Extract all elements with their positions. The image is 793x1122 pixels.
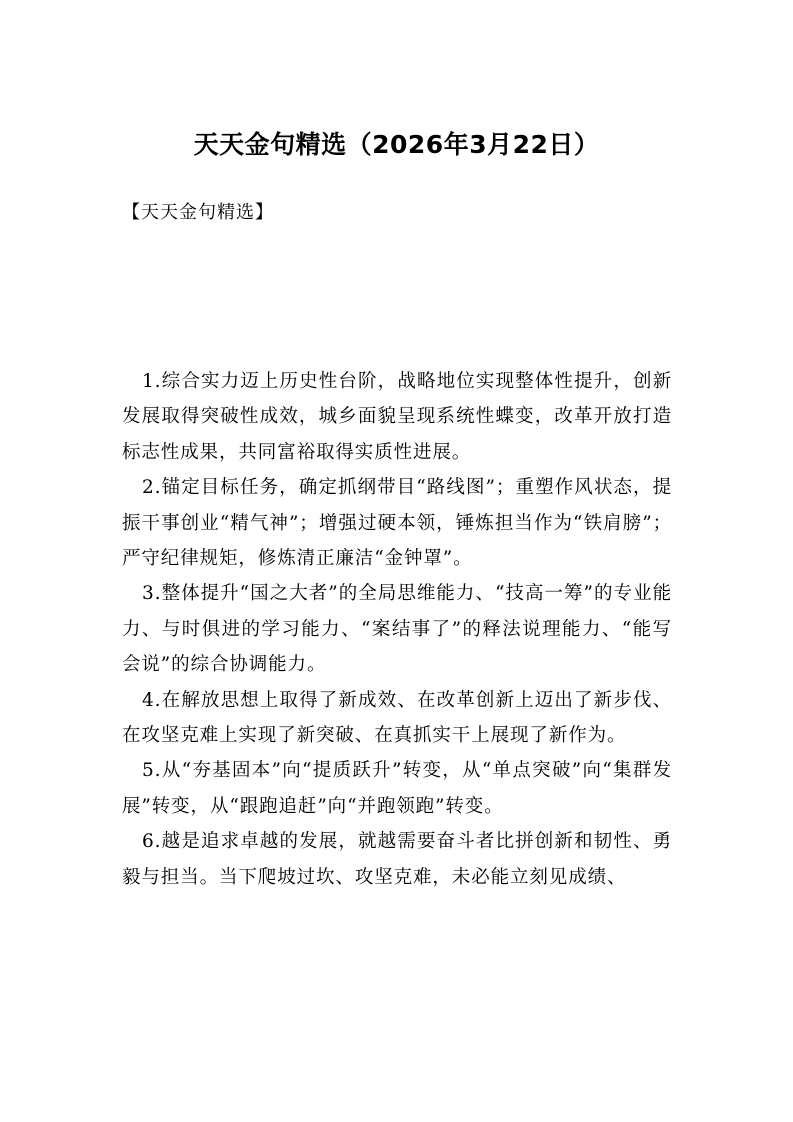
paragraph-5: 5.从“夯基固本”向“提质跃升”转变，从“单点突破”向“集群发展”转变，从“跟跑追赶”向“并跑领跑”转变。 xyxy=(122,760,672,817)
body-text xyxy=(122,364,672,895)
section-label: 【天天金句精选】 xyxy=(122,202,274,223)
paragraph-1: 1.综合实力迈上历史性台阶，战略地位实现整体性提升，创新发展取得突破性成效，城乡面貌呈现系统性蝶变，改革开放打造标志性成果，共同富裕取得实质性进展。 xyxy=(122,371,672,463)
paragraph-4: 4.在解放思想上取得了新成效、在改革创新上迈出了新步伐、在攻坚克难上实现了新突破、在真抓实干上展现了新作为。 xyxy=(122,689,672,747)
paragraph-2: 2.锚定目标任务，确定抓纲带目“路线图”；重塑作风状态，提振干事创业“精气神”；增强过硬本领，锤炼担当作为“铁肩膀”；严守纪律规矩，修炼清正廉洁“金钟罩”。 xyxy=(122,477,672,570)
paragraph-6: 6.越是追求卓越的发展，就越需要奋斗者比拼创新和韧性、勇毅与担当。当下爬坡过坎、攻坚克难，未必能立刻见成绩、 xyxy=(122,831,672,888)
document-title: 天天金句精选（2026年3月22日） xyxy=(193,130,600,159)
paragraph-3: 3.整体提升“国之大者”的全局思维能力、“技高一筹”的专业能力、与时俱进的学习能力、“案结事了”的释法说理能力、“能写会说”的综合协调能力。 xyxy=(122,583,672,676)
